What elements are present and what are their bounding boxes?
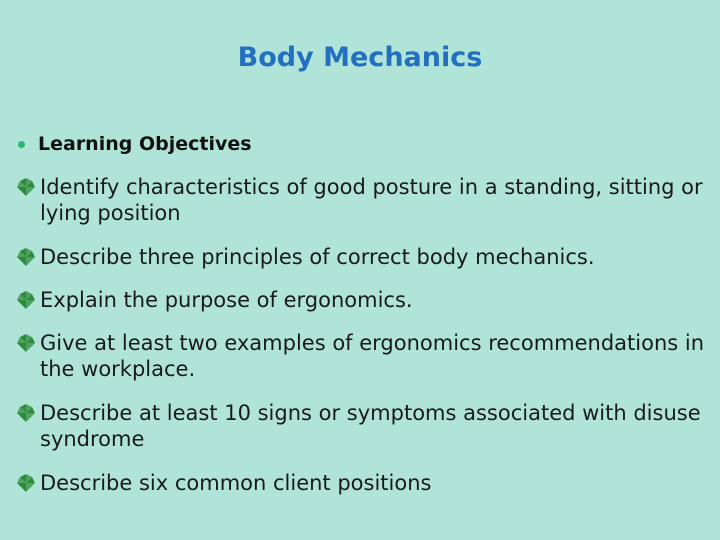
objective-text: Describe six common client positions [40, 471, 432, 495]
objective-text: Give at least two examples of ergonomics recommendations in the workplace. [40, 331, 705, 381]
four-diamond-bullet-icon [16, 174, 40, 200]
four-diamond-bullet-icon [16, 470, 40, 496]
list-item [16, 287, 706, 313]
objective-text: Identify characteristics of good posture in a standing, sitting or lying position [40, 175, 703, 225]
four-diamond-bullet-icon [16, 330, 40, 356]
section-label: Learning Objectives [38, 133, 252, 155]
list-item [16, 174, 706, 226]
section-heading [18, 133, 252, 155]
list-item [16, 470, 706, 496]
four-diamond-bullet-icon [16, 244, 40, 270]
four-diamond-bullet-icon [16, 287, 40, 313]
list-item [16, 330, 706, 382]
four-diamond-bullet-icon [16, 400, 40, 426]
round-dot-icon [18, 141, 25, 148]
objective-text: Explain the purpose of ergonomics. [40, 288, 413, 312]
objectives-list [16, 174, 706, 513]
objective-text: Describe at least 10 signs or symptoms associated with disuse syndrome [40, 401, 701, 451]
objective-text: Describe three principles of correct body mechanics. [40, 245, 595, 269]
slide-title: Body Mechanics [237, 42, 483, 73]
list-item [16, 400, 706, 452]
list-item [16, 244, 706, 270]
